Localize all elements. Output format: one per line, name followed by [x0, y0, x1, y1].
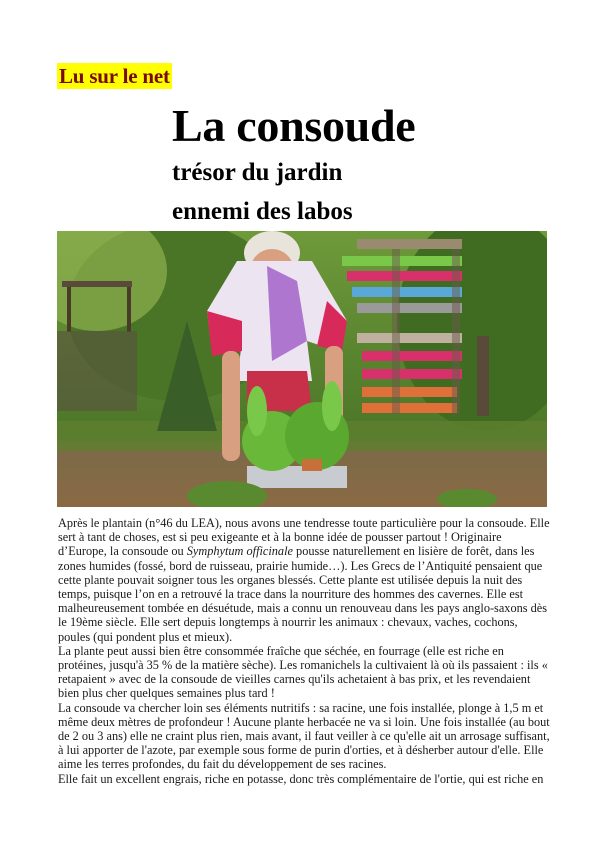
- garden-photo-illustration: [57, 231, 547, 507]
- article-subtitle-1: trésor du jardin: [172, 159, 343, 186]
- article-subtitle-2: ennemi des labos: [172, 198, 353, 225]
- section-label: Lu sur le net: [59, 64, 170, 88]
- paragraph-3: La consoude va chercher loin ses éléments nutritifs : sa racine, une fois installée, plonge à 1,5 m et même deux mètres de profondeur ! Aucune plante herbacée ne va si loin. Une fois installée (au bout de 2 ou 3 ans) elle ne craint plus rien, mais avant, il faut veiller à ce qu'elle ait un arrosage suffisant, à lui apporter de l'azote, par exemple sous forme de purin d'orties, et à désherber autour d'elle. Elle aime les terres profondes, du fait du développement de ses racines.: [58, 700, 550, 772]
- paragraph-2: La plante peut aussi bien être consommée fraîche que séchée, en fourrage (elle est riche en protéines, jusqu'à 35 % de la matière sèche). Les romanichels la cultivaient là où ils passaient : ils « retapaient » avec de la consoude de vieilles carnes qu'ils achetaient à bas prix, et les revendaient bien plus cher quelques semaines plus tard !: [58, 643, 548, 701]
- latin-name: Symphytum officinale: [186, 544, 293, 559]
- paragraph-1: Après le plantain (n°46 du LEA), nous avons une tendresse toute particulière pour la consoude. Elle sert à tant de choses, est si peu exigeante et à la bonne idée de pousser partout ! Originaire d’Europe, la consoude ou Symphytum officinale pousse naturellement en lisière de forêt, dans les zones humides (fossé, bord de ruisseau, prairie humide…). Les Grecs de l’Antiquité pensaient que cette plante pouvait soigner tous les organes blessés. Cette plante est utilisée depuis la nuit des temps, puisque l’on en a retrouvé la trace dans la nourriture des hommes des cavernes. Elle est malheureusement tombée en désuétude, mais a connu un renouveau dans les pays anglo-saxons dès le 19ème siècle. Elle sert depuis longtemps à nourrir les animaux : chevaux, vaches, cochons, poules (qui pondent plus et mieux).: [58, 516, 550, 644]
- article-photo: [57, 231, 547, 507]
- paragraph-4: Elle fait un excellent engrais, riche en potasse, donc très complémentaire de l'ortie, qui est riche en: [58, 771, 544, 786]
- article-title: La consoude: [172, 100, 416, 151]
- article-body: [58, 516, 550, 786]
